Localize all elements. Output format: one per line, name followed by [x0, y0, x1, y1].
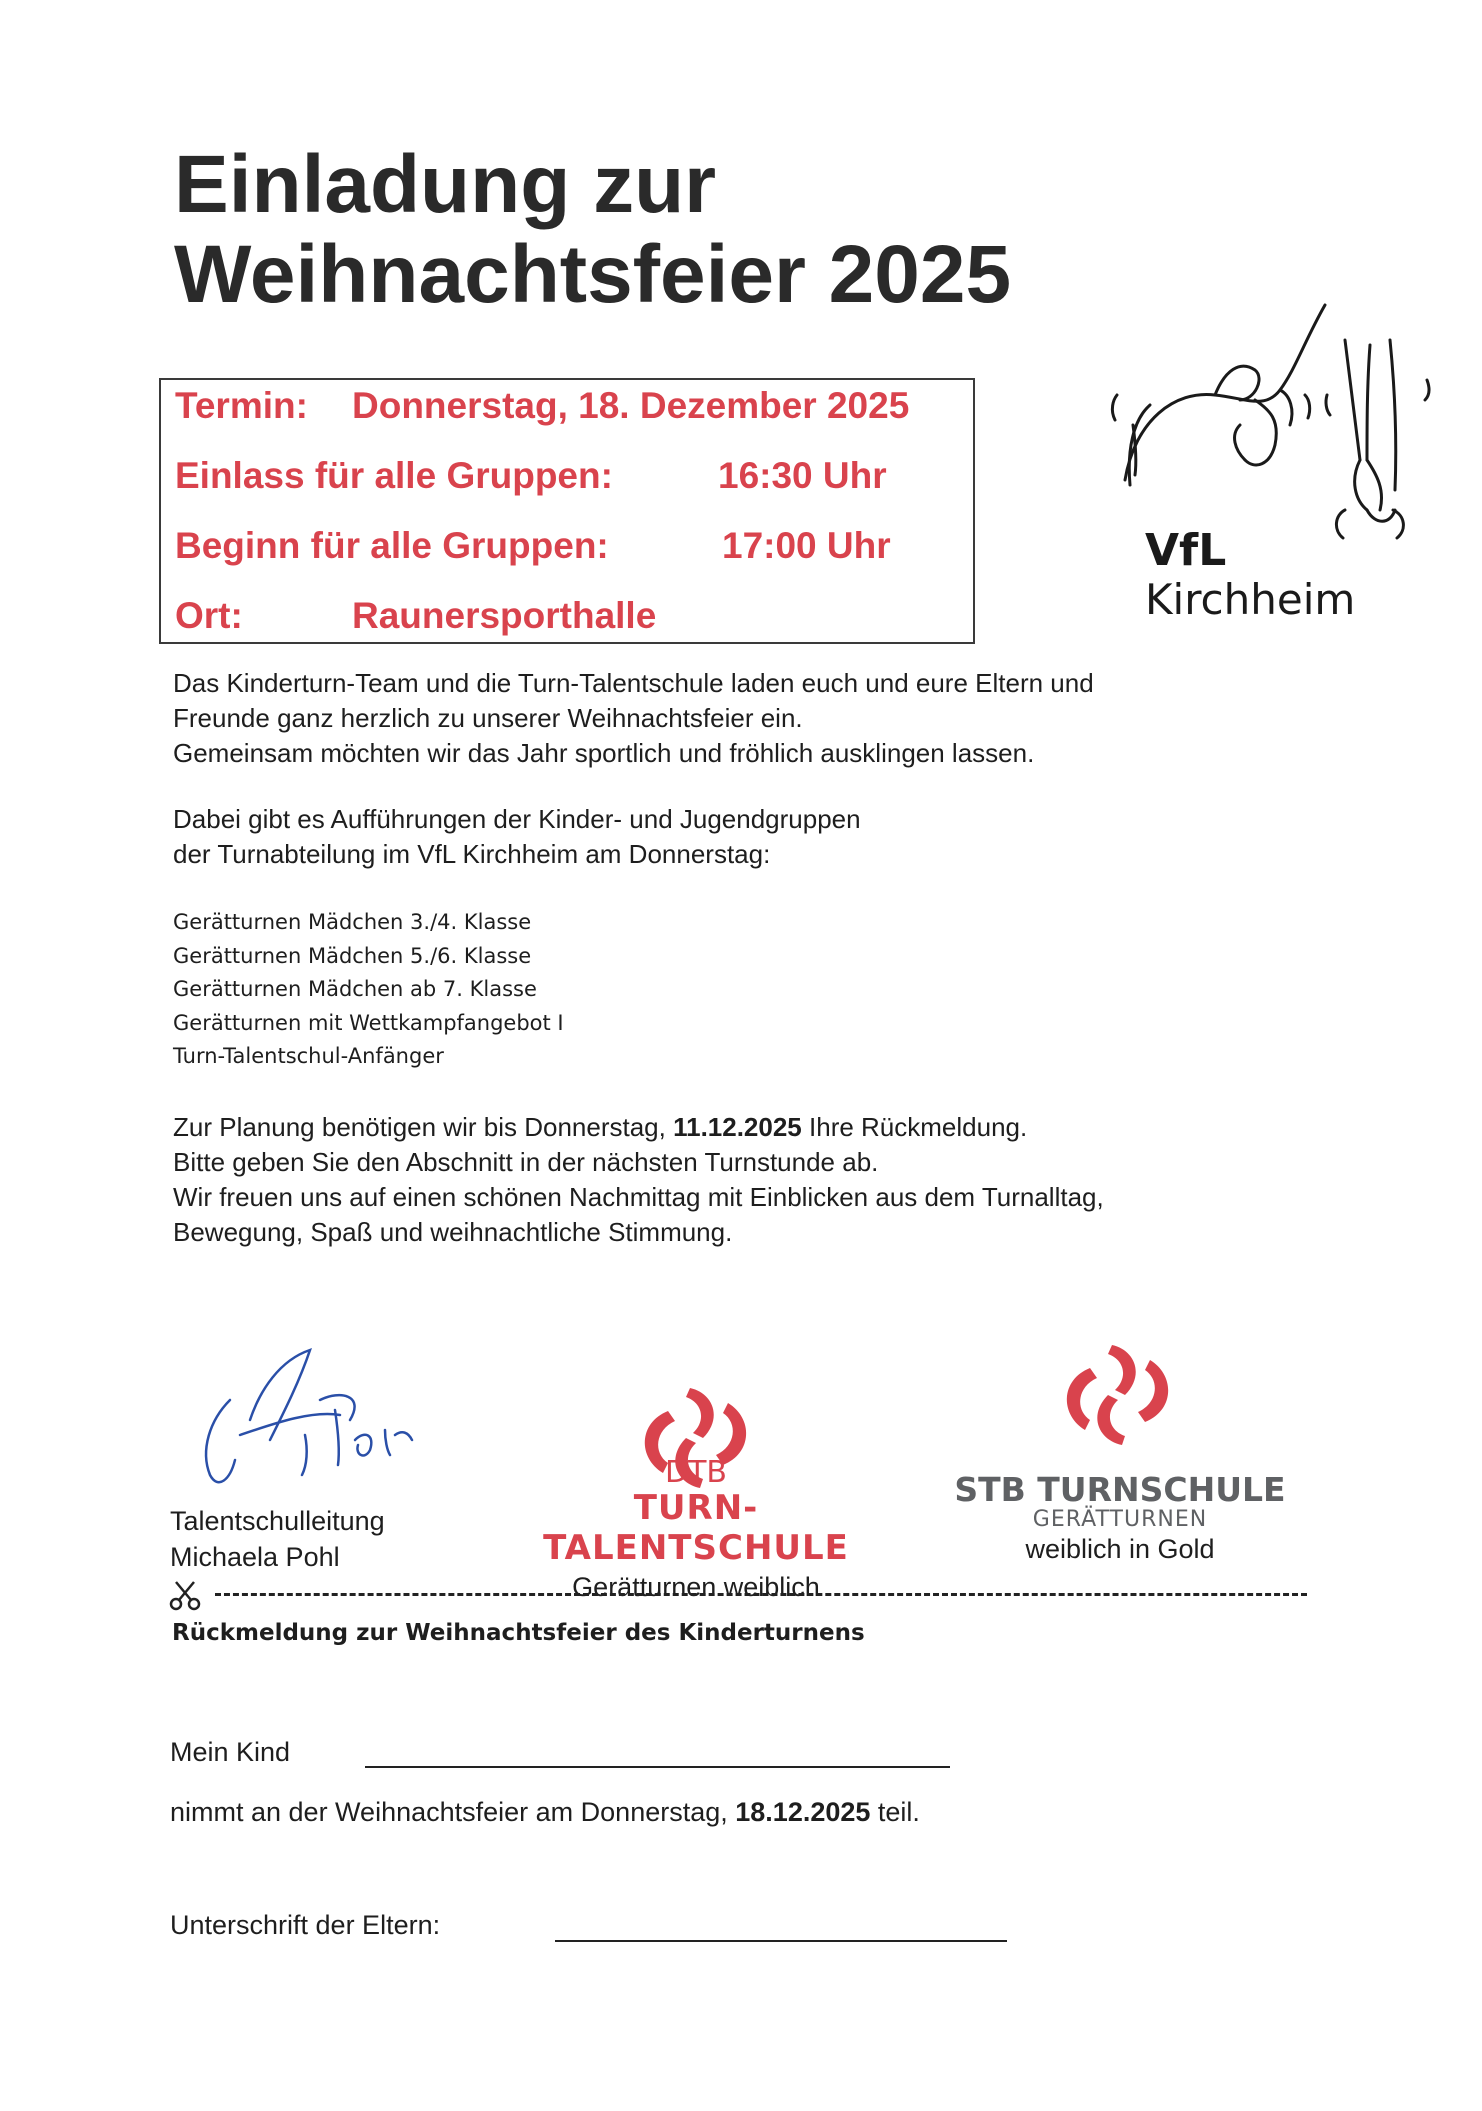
- intro-line: der Turnabteilung im VfL Kirchheim am Donnerstag:: [173, 839, 771, 869]
- intro-line: Dabei gibt es Aufführungen der Kinder- und Jugendgruppen: [173, 804, 861, 834]
- child-name-field[interactable]: [365, 1766, 950, 1768]
- cut-line: [215, 1593, 1307, 1596]
- groups-list: [173, 906, 564, 1074]
- dtb-sub-text: Gerätturnen weiblich: [572, 1572, 820, 1602]
- planning-line-4: Bewegung, Spaß und weihnachtliche Stimmung.: [173, 1217, 733, 1247]
- intro-line: Gemeinsam möchten wir das Jahr sportlich und fröhlich ausklingen lassen.: [173, 738, 1035, 768]
- deadline-date: 11.12.2025: [673, 1112, 802, 1142]
- participation-text: nimmt an der Weihnachtsfeier am Donnerstag,: [170, 1797, 736, 1827]
- planning-text: Zur Planung benötigen wir bis Donnerstag,: [173, 1112, 674, 1142]
- einlass-label: Einlass für alle Gruppen:: [175, 455, 613, 496]
- title-line-2: Weihnachtsfeier 2025: [174, 229, 1012, 320]
- page-title: [174, 140, 1011, 320]
- termin-label: Termin:: [175, 385, 308, 426]
- vfl-text: VfL: [1145, 525, 1227, 576]
- signature-name: Michaela Pohl: [170, 1542, 340, 1572]
- title-line-1: Einladung zur: [174, 139, 717, 230]
- signature-block: [170, 1503, 385, 1575]
- intro-line: Freunde ganz herzlich zu unserer Weihnachtsfeier ein.: [173, 703, 803, 733]
- ort-value: Raunersporthalle: [352, 595, 657, 636]
- intro-paragraph-1: [173, 666, 1094, 771]
- stb-swoosh-icon: [1050, 1340, 1185, 1450]
- stb-sub-text: weiblich in Gold: [1025, 1534, 1215, 1564]
- termin-value: Donnerstag, 18. Dezember 2025: [352, 385, 910, 426]
- handwritten-signature: [190, 1340, 420, 1510]
- cutoff-heading: Rückmeldung zur Weihnachtsfeier des Kinderturnens: [172, 1620, 865, 1646]
- list-item: Gerätturnen Mädchen 3./4. Klasse: [173, 910, 532, 934]
- signature-role: Talentschulleitung: [170, 1506, 385, 1536]
- dtb-small-text: DTB: [664, 1455, 727, 1490]
- event-date: 18.12.2025: [735, 1797, 871, 1827]
- list-item: Turn-Talentschul-Anfänger: [173, 1044, 444, 1068]
- planning-line-2: Bitte geben Sie den Abschnitt in der nächsten Turnstunde ab.: [173, 1147, 879, 1177]
- ort-label: Ort:: [175, 595, 243, 636]
- dtb-big-text: TURN-TALENTSCHULE: [543, 1488, 849, 1568]
- scissors-icon: [168, 1578, 202, 1612]
- dtb-logo: [486, 1455, 906, 1603]
- participation-text: teil.: [870, 1797, 920, 1827]
- planning-paragraph: [173, 1110, 1104, 1250]
- list-item: Gerätturnen mit Wettkampfangebot I: [173, 1010, 564, 1035]
- list-item: Gerätturnen Mädchen ab 7. Klasse: [173, 977, 537, 1001]
- intro-paragraph-2: [173, 802, 861, 872]
- beginn-value: 17:00 Uhr: [722, 525, 891, 566]
- stb-big-text: STB TURNSCHULE: [954, 1470, 1286, 1509]
- stb-logo: [930, 1470, 1310, 1565]
- kirchheim-text: Kirchheim: [1145, 575, 1356, 624]
- planning-line-3: Wir freuen uns auf einen schönen Nachmittag mit Einblicken aus dem Turnalltag,: [173, 1182, 1104, 1212]
- participation-line: [170, 1795, 920, 1830]
- einlass-value: 16:30 Uhr: [718, 455, 887, 496]
- planning-text: Ihre Rückmeldung.: [801, 1112, 1028, 1142]
- planning-line-1: [173, 1110, 1104, 1145]
- beginn-label: Beginn für alle Gruppen:: [175, 525, 609, 566]
- signature-label: Unterschrift der Eltern:: [170, 1910, 441, 1940]
- child-label: Mein Kind: [170, 1737, 291, 1767]
- intro-line: Das Kinderturn-Team und die Turn-Talentschule laden euch und eure Eltern und: [173, 668, 1094, 698]
- list-item: Gerätturnen Mädchen 5./6. Klasse: [173, 943, 532, 968]
- vfl-kirchheim-logo: [1105, 300, 1435, 630]
- parent-signature-field[interactable]: [555, 1940, 1007, 1942]
- stb-small-text: GERÄTTURNEN: [1032, 1507, 1208, 1532]
